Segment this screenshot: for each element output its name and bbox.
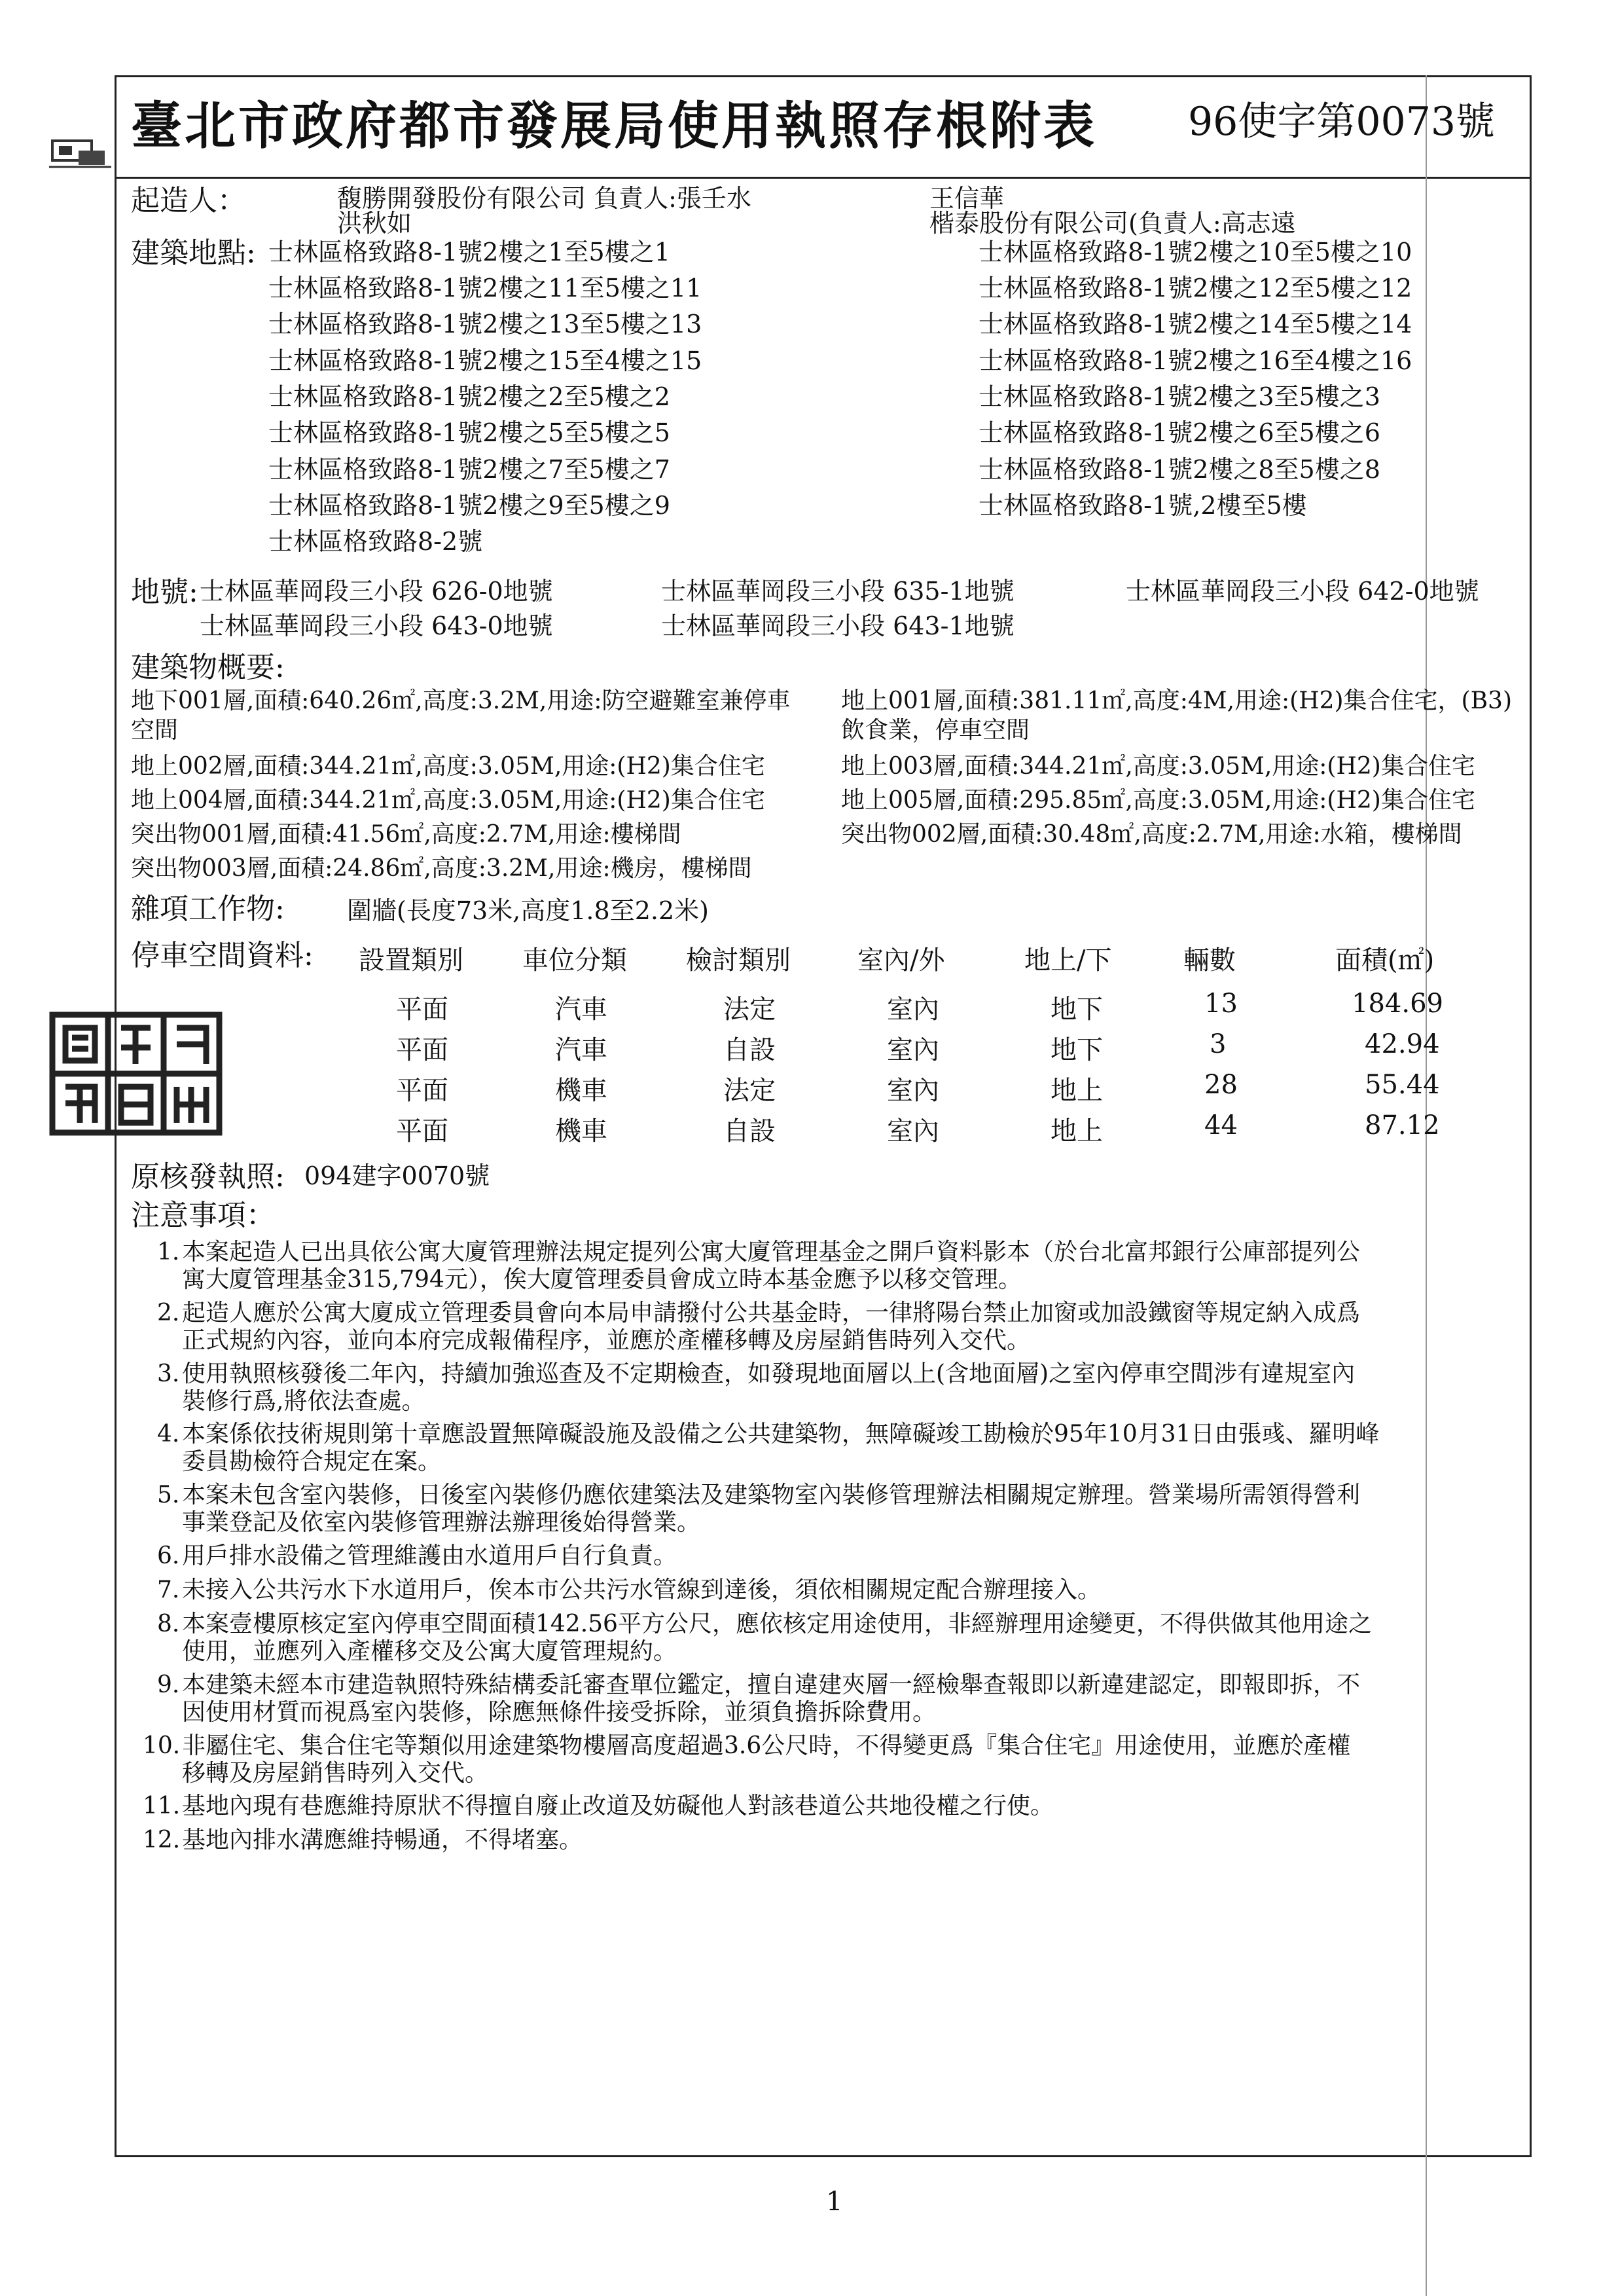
note-text: 本案係依技術規則第十章應設置無障礙設施及設備之公共建築物，無障礙竣工勘檢於95年10月31日由張彧、羅明峰 xyxy=(182,1421,1380,1448)
note-number: 5. xyxy=(157,1482,180,1508)
notes-label: 注意事項： xyxy=(131,1199,275,1232)
original-license-label: 原核發執照: xyxy=(131,1160,285,1194)
official-seal-icon xyxy=(46,1008,229,1139)
note-item xyxy=(143,1732,1524,1787)
cell-count: 44 xyxy=(1204,1110,1238,1140)
site-address-left: 士林區格致路8-1號2樓之1至5樓之1 xyxy=(268,238,670,266)
note-text: 寓大廈管理基金315,794元），俟大廈管理委員會成立時本基金應予以移交管理。 xyxy=(182,1266,1022,1293)
note-text: 本案壹樓原核定室內停車空間面積142.56平方公尺，應依核定用途使用，非經辦理用途變更，不得供做其他用途之 xyxy=(182,1611,1372,1637)
floor-line: 地上002層,面積:344.21㎡,高度:3.05M,用途:(H2)集合住宅 xyxy=(131,753,765,780)
floor-line: 飲食業，停車空間 xyxy=(841,717,1030,744)
site-address-left: 士林區格致路8-1號2樓之13至5樓之13 xyxy=(268,310,702,338)
note-text: 裝修行爲,將依法查處。 xyxy=(182,1387,425,1415)
applicant-line2-left: 洪秋如 xyxy=(337,209,412,238)
floor-line: 地上004層,面積:344.21㎡,高度:3.05M,用途:(H2)集合住宅 xyxy=(131,787,765,814)
note-number: 12. xyxy=(143,1827,181,1853)
cell-vehicle: 汽車 xyxy=(555,994,607,1025)
note-text: 非屬住宅、集合住宅等類似用途建築物樓層高度超過3.6公尺時，不得變更爲『集合住宅』用途使用，並應於產權 xyxy=(182,1732,1351,1759)
site-address-left: 士林區格致路8-1號2樓之2至5樓之2 xyxy=(268,382,670,411)
note-item xyxy=(157,1300,1538,1355)
site-address-left: 士林區格致路8-1號2樓之7至5樓之7 xyxy=(268,455,670,484)
parking-header: 室內/外 xyxy=(857,945,945,975)
note-item xyxy=(143,1827,1524,1854)
note-text: 基地內排水溝應維持暢通，不得堵塞。 xyxy=(182,1827,583,1853)
misc-label: 雜項工作物: xyxy=(131,892,285,926)
note-item xyxy=(157,1360,1538,1415)
note-text: 使用，並應列入產權移交及公寓大廈管理規約。 xyxy=(182,1637,677,1665)
parking-header: 檢討類別 xyxy=(686,945,791,975)
note-item xyxy=(157,1239,1538,1294)
note-number: 6. xyxy=(157,1542,180,1569)
site-address-right: 士林區格致路8-1號2樓之10至5樓之10 xyxy=(979,238,1412,266)
cell-area: 42.94 xyxy=(1365,1029,1440,1059)
site-address-right: 士林區格致路8-1號2樓之16至4樓之16 xyxy=(979,346,1412,375)
note-text: 本案起造人已出具依公寓大廈管理辦法規定提列公寓大廈管理基金之開戶資料影本（於台北富邦銀行公庫部提列公 xyxy=(182,1239,1361,1266)
cell-type: 平面 xyxy=(396,994,448,1025)
site-address-right: 士林區格致路8-1號2樓之8至5樓之8 xyxy=(979,455,1380,484)
applicant-line1-left: 馥勝開發股份有限公司 負責人:張壬水 xyxy=(337,184,751,213)
site-address-right: 士林區格致路8-1號2樓之14至5樓之14 xyxy=(979,310,1412,338)
lots-label: 地號: xyxy=(131,575,198,609)
note-text: 基地內現有巷應維持原狀不得擅自廢止改道及妨礙他人對該巷道公共地役權之行使。 xyxy=(182,1793,1054,1819)
site-address-left: 士林區格致路8-1號2樓之15至4樓之15 xyxy=(268,346,702,375)
cell-area: 55.44 xyxy=(1365,1070,1440,1100)
note-text: 使用執照核發後二年內，持續加強巡查及不定期檢查，如發現地面層以上(含地面層)之室內停車空間涉有違規室內 xyxy=(182,1360,1356,1387)
title-rule xyxy=(115,177,1532,179)
scan-artifact-icon xyxy=(49,134,111,170)
applicant-line1-right: 王信華 xyxy=(929,184,1005,213)
floor-line: 突出物002層,面積:30.48㎡,高度:2.7M,用途:水箱，樓梯間 xyxy=(841,821,1462,848)
note-text: 用戶排水設備之管理維護由水道用戶自行負責。 xyxy=(182,1542,677,1569)
site-address-left: 士林區格致路8-2號 xyxy=(268,527,483,556)
note-text: 本建築未經本市建造執照特殊結構委託審查單位鑑定，擅自違建夾層一經檢舉查報即以新違建認定，即報即拆，不 xyxy=(182,1671,1361,1698)
parking-header: 車位分類 xyxy=(522,945,627,975)
cell-review: 自設 xyxy=(723,1035,776,1065)
original-license-value: 094建字0070號 xyxy=(304,1161,490,1190)
lot-item: 士林區華岡段三小段 635-1地號 xyxy=(661,577,1015,606)
applicant-line2-right: 楷泰股份有限公司(負責人:高志遠 xyxy=(929,209,1296,238)
cell-type: 平面 xyxy=(396,1076,448,1106)
note-number: 4. xyxy=(157,1421,180,1448)
cell-type: 平面 xyxy=(396,1116,448,1146)
cell-indoor: 室內 xyxy=(887,994,939,1025)
site-address-right: 士林區格致路8-1號2樓之12至5樓之12 xyxy=(979,274,1412,302)
cell-level: 地下 xyxy=(1051,1035,1103,1065)
note-number: 2. xyxy=(157,1300,180,1326)
note-text: 委員勘檢符合規定在案。 xyxy=(182,1448,442,1475)
site-address-right: 士林區格致路8-1號2樓之3至5樓之3 xyxy=(979,382,1380,411)
cell-indoor: 室內 xyxy=(887,1035,939,1065)
parking-header: 設置類別 xyxy=(359,945,463,975)
note-number: 1. xyxy=(157,1239,180,1266)
cell-vehicle: 機車 xyxy=(555,1076,607,1106)
parking-header: 面積(㎡) xyxy=(1335,945,1435,975)
note-number: 8. xyxy=(157,1611,180,1637)
cell-review: 法定 xyxy=(723,994,776,1025)
page-title: 臺北市政府都市發展局使用執照存根附表 xyxy=(131,96,1098,156)
page-number: 1 xyxy=(826,2187,843,2217)
note-item xyxy=(157,1421,1538,1476)
cell-count: 3 xyxy=(1210,1029,1227,1059)
parking-header: 地上/下 xyxy=(1024,945,1112,975)
note-number: 9. xyxy=(157,1671,180,1698)
lot-item: 士林區華岡段三小段 626-0地號 xyxy=(200,577,553,606)
floor-line: 地下001層,面積:640.26㎡,高度:3.2M,用途:防空避難室兼停車 xyxy=(131,687,791,714)
floor-line: 突出物001層,面積:41.56㎡,高度:2.7M,用途:樓梯間 xyxy=(131,821,681,848)
note-text: 事業登記及依室內裝修管理辦法辦理後始得營業。 xyxy=(182,1508,701,1536)
floor-line: 地上003層,面積:344.21㎡,高度:3.05M,用途:(H2)集合住宅 xyxy=(841,753,1475,780)
note-item xyxy=(157,1576,1538,1604)
site-address-left: 士林區格致路8-1號2樓之9至5樓之9 xyxy=(268,491,670,520)
floor-line: 地上001層,面積:381.11㎡,高度:4M,用途:(H2)集合住宅，(B3) xyxy=(841,687,1512,714)
cell-vehicle: 機車 xyxy=(555,1116,607,1146)
parking-header: 輛數 xyxy=(1183,945,1236,975)
cell-review: 法定 xyxy=(723,1076,776,1106)
cell-level: 地下 xyxy=(1051,994,1103,1025)
cell-area: 184.69 xyxy=(1352,989,1443,1019)
site-address-right: 士林區格致路8-1號2樓之6至5樓之6 xyxy=(979,418,1380,447)
note-text: 移轉及房屋銷售時列入交代。 xyxy=(182,1759,489,1787)
site-address-left: 士林區格致路8-1號2樓之5至5樓之5 xyxy=(268,418,670,447)
cell-count: 13 xyxy=(1204,989,1238,1019)
floor-line: 地上005層,面積:295.85㎡,高度:3.05M,用途:(H2)集合住宅 xyxy=(841,787,1475,814)
cell-indoor: 室內 xyxy=(887,1076,939,1106)
floor-line: 空間 xyxy=(131,717,179,744)
note-text: 起造人應於公寓大廈成立管理委員會向本局申請撥付公共基金時，一律將陽台禁止加窗或加設鐵窗等規定納入成爲 xyxy=(182,1300,1361,1326)
doc-number: 96使字第0073號 xyxy=(1188,99,1496,145)
site-address-left: 士林區格致路8-1號2樓之11至5樓之11 xyxy=(268,274,702,302)
cell-level: 地上 xyxy=(1051,1116,1103,1146)
cell-area: 87.12 xyxy=(1365,1110,1440,1140)
site-address-right: 士林區格致路8-1號,2樓至5樓 xyxy=(979,491,1307,520)
lot-item: 士林區華岡段三小段 643-1地號 xyxy=(661,611,1015,640)
lot-item: 士林區華岡段三小段 643-0地號 xyxy=(200,611,553,640)
building-label: 建築物概要: xyxy=(131,651,285,684)
misc-value: 圍牆(長度73米,高度1.8至2.2米) xyxy=(347,896,709,925)
note-number: 7. xyxy=(157,1576,180,1603)
cell-count: 28 xyxy=(1204,1070,1238,1100)
note-text: 因使用材質而視爲室內裝修，除應無條件接受拆除，並須負擔拆除費用。 xyxy=(182,1698,937,1726)
applicant-label: 起造人： xyxy=(131,184,246,217)
note-text: 正式規約內容，並向本府完成報備程序，並應於產權移轉及房屋銷售時列入交代。 xyxy=(182,1326,1031,1354)
floor-line: 突出物003層,面積:24.86㎡,高度:3.2M,用途:機房，樓梯間 xyxy=(131,855,752,882)
lot-item: 士林區華岡段三小段 642-0地號 xyxy=(1126,577,1479,606)
cell-indoor: 室內 xyxy=(887,1116,939,1146)
cell-vehicle: 汽車 xyxy=(555,1035,607,1065)
note-text: 未接入公共污水下水道用戶，俟本市公共污水管線到達後，須依相關規定配合辦理接入。 xyxy=(182,1576,1102,1603)
note-number: 11. xyxy=(143,1793,181,1819)
note-text: 本案未包含室內裝修，日後室內裝修仍應依建築法及建築物室內裝修管理辦法相關規定辦理。營業場所需領得營利 xyxy=(182,1482,1361,1508)
note-item xyxy=(157,1542,1538,1570)
site-label: 建築地點: xyxy=(131,236,256,270)
scan-line xyxy=(1426,75,1427,2296)
note-item xyxy=(157,1482,1538,1537)
cell-type: 平面 xyxy=(396,1035,448,1065)
note-number: 3. xyxy=(157,1360,180,1387)
parking-label: 停車空間資料: xyxy=(131,939,314,972)
note-item xyxy=(157,1671,1538,1726)
cell-review: 自設 xyxy=(723,1116,776,1146)
note-item xyxy=(143,1793,1524,1820)
cell-level: 地上 xyxy=(1051,1076,1103,1106)
note-item xyxy=(157,1611,1538,1666)
note-number: 10. xyxy=(143,1732,181,1759)
